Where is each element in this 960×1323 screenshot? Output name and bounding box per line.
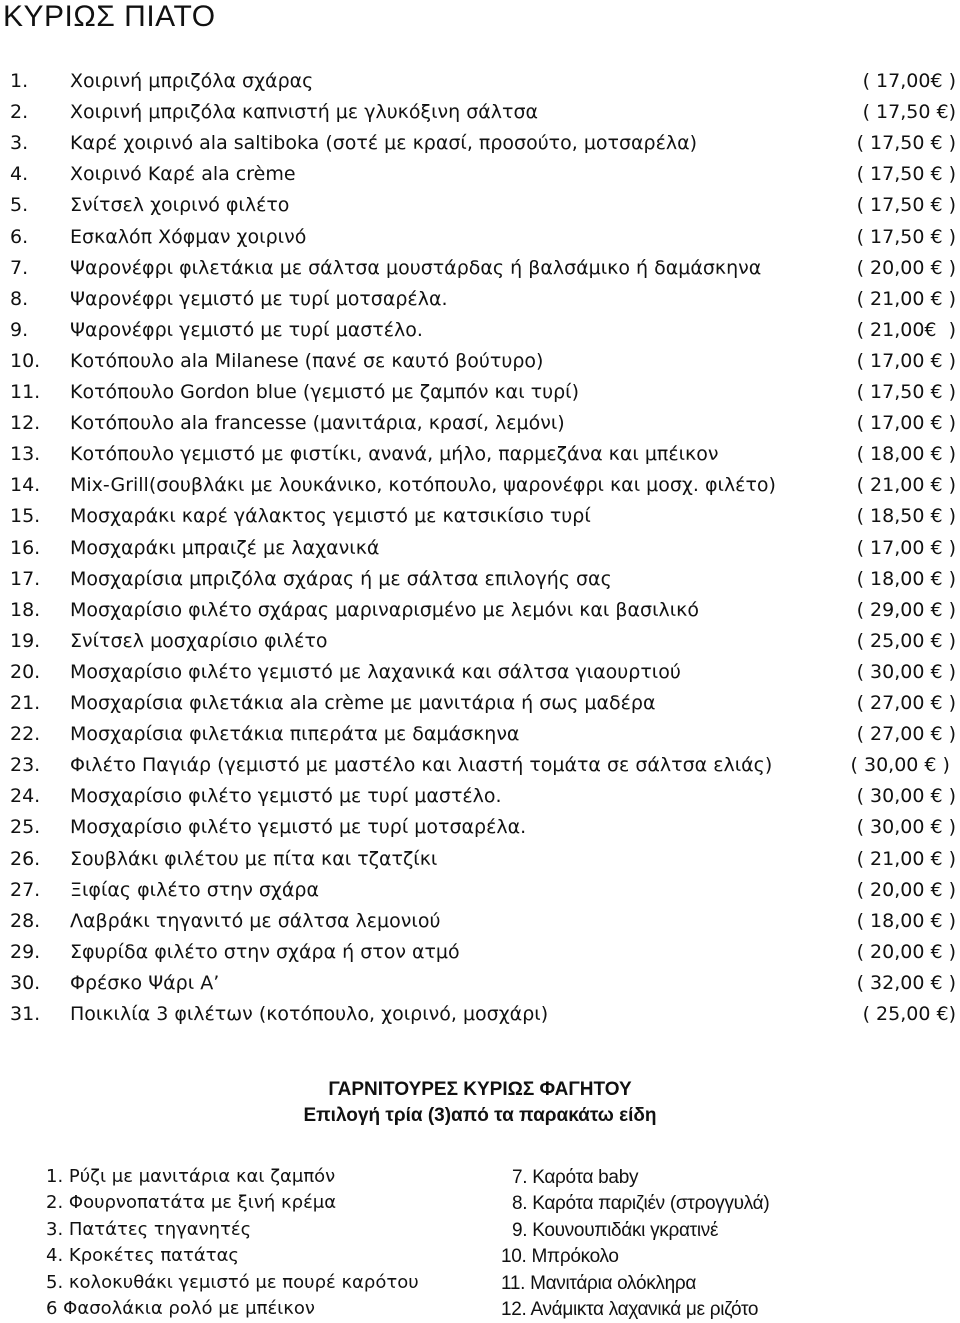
menu-item-dish: Μοσχαρίσια φιλετάκια ala crème με μανιτάρια ή σως μαδέρα <box>70 692 656 714</box>
menu-item <box>0 501 960 532</box>
menu-item-number: 14. <box>10 474 41 496</box>
menu-item <box>0 812 960 843</box>
menu-item-dish: Κοτόπουλο γεμιστό με φιστίκι, ανανά, μήλο, παρμεζάνα και μπέικον <box>70 443 719 465</box>
menu-item-number: 10. <box>10 350 41 372</box>
menu-item-dish: Λαβράκι τηγανιτό με σάλτσα λεμονιού <box>70 910 441 932</box>
menu-item <box>0 626 960 657</box>
menu-item-number: 28. <box>10 910 41 932</box>
menu-item-number: 26. <box>10 848 41 870</box>
menu-item <box>0 470 960 501</box>
garnish-item: 3. Πατάτες τηγανητές <box>46 1219 252 1240</box>
garnish-item: 2. Φουρνοπατάτα με ξινή κρέμα <box>46 1192 337 1213</box>
menu-item <box>0 346 960 377</box>
menu-item-dish: Ψαρονέφρι γεμιστό με τυρί μαστέλο. <box>70 319 423 341</box>
garnish-item: 6 Φασολάκια ρολό με μπέικον <box>46 1298 315 1319</box>
menu-item-number: 25. <box>10 816 41 838</box>
menu-item-dish: Μοσχαράκι μπραιζέ με λαχανικά <box>70 537 380 559</box>
menu-item-dish: Κοτόπουλο ala Milanese (πανέ σε καυτό βούτυρο) <box>70 350 544 372</box>
menu-item-price: ( 21,00 € ) <box>856 848 956 870</box>
menu-item-number: 12. <box>10 412 41 434</box>
menu-item-dish: Χοιρινή μπριζόλα σχάρας <box>70 70 314 92</box>
menu-item-price: ( 17,50 € ) <box>856 381 956 403</box>
menu-item <box>0 439 960 470</box>
menu-item <box>0 844 960 875</box>
menu-item-price: ( 18,50 € ) <box>856 505 956 527</box>
menu-item-price: ( 17,00 € ) <box>856 537 956 559</box>
menu-item-number: 15. <box>10 505 41 527</box>
garnish-heading: ΓΑΡΝΙΤΟΥΡΕΣ ΚΥΡΙΩΣ ΦΑΓΗΤΟΥ <box>328 1079 632 1100</box>
garnish-item: 9. Κουνουπιδάκι γκρατινέ <box>512 1220 719 1241</box>
menu-item-dish: Κοτόπουλο Gordon blue (γεμιστό με ζαμπόν και τυρί) <box>70 381 579 403</box>
garnish-item: 5. κολοκυθάκι γεμιστό με πουρέ καρότου <box>46 1272 419 1293</box>
menu-item-price: ( 25,00 € ) <box>856 630 956 652</box>
menu-item-dish: Χοιρινό Καρέ ala crème <box>70 163 296 185</box>
menu-item <box>0 190 960 221</box>
menu-item-dish: Mix-Grill(σουβλάκι με λουκάνικο, κοτόπουλο, ψαρονέφρι και μοσχ. φιλέτο) <box>70 474 776 496</box>
garnish-item: 11. Μανιτάρια ολόκληρα <box>501 1273 697 1294</box>
menu-item-price: ( 20,00 € ) <box>856 941 956 963</box>
menu-item-number: 31. <box>10 1003 41 1025</box>
menu-item-price: ( 30,00 € ) <box>850 754 956 776</box>
menu-item-dish: Ποικιλία 3 φιλέτων (κοτόπουλο, χοιρινό, μοσχάρι) <box>70 1003 549 1025</box>
menu-item <box>0 937 960 968</box>
menu-item-number: 30. <box>10 972 41 994</box>
menu-item-number: 20. <box>10 661 41 683</box>
menu-item-price: ( 20,00 € ) <box>856 257 956 279</box>
garnish-item: 4. Κροκέτες πατάτας <box>46 1245 239 1266</box>
menu-item-dish: Μοσχαρίσιο φιλέτο γεμιστό με λαχανικά και σάλτσα γιαουρτιού <box>70 661 681 683</box>
garnish-item: 7. Καρότα baby <box>512 1167 639 1188</box>
menu-item-price: ( 21,00 € ) <box>856 288 956 310</box>
menu-item-number: 23. <box>10 754 41 776</box>
menu-item-dish: Εσκαλόπ Χόφμαν χοιρινό <box>70 226 307 248</box>
menu-item-dish: Χοιρινή μπριζόλα καπνιστή με γλυκόξινη σάλτσα <box>70 101 539 123</box>
menu-item <box>0 222 960 253</box>
garnish-item: 8. Καρότα παριζιέν (στρογγυλά) <box>512 1193 770 1214</box>
menu-item-price: ( 27,00 € ) <box>856 692 956 714</box>
menu-item <box>0 657 960 688</box>
menu-item-price: ( 17,50 € ) <box>856 163 956 185</box>
menu-item-number: 1. <box>10 70 29 92</box>
menu-item-number: 22. <box>10 723 41 745</box>
menu-item <box>0 128 960 159</box>
menu-item <box>0 377 960 408</box>
menu-item-price: ( 29,00 € ) <box>856 599 956 621</box>
menu-item <box>0 284 960 315</box>
menu-item-price: ( 25,00 €) <box>862 1003 956 1025</box>
menu-item-dish: Ψαρονέφρι φιλετάκια με σάλτσα μουστάρδας ή βαλσάμικο ή δαμάσκηνα <box>70 257 762 279</box>
menu-item-price: ( 30,00 € ) <box>856 785 956 807</box>
menu-item-dish: Μοσχαρίσιο φιλέτο γεμιστό με τυρί μαστέλο. <box>70 785 502 807</box>
menu-item-number: 9. <box>10 319 29 341</box>
menu-item-dish: Σνίτσελ μοσχαρίσιο φιλέτο <box>70 630 328 652</box>
garnish-subheading: Επιλογή τρία (3)από τα παρακάτω είδη <box>303 1105 657 1126</box>
menu-item-price: ( 17,00 € ) <box>856 412 956 434</box>
menu-item <box>0 906 960 937</box>
menu-item-price: ( 30,00 € ) <box>856 661 956 683</box>
menu-item-dish: Φρέσκο Ψάρι Α’ <box>70 972 220 994</box>
menu-item <box>0 159 960 190</box>
menu-item-dish: Κοτόπουλο ala francesse (μανιτάρια, κρασί, λεμόνι) <box>70 412 565 434</box>
menu-item <box>0 781 960 812</box>
menu-item <box>0 315 960 346</box>
menu-item <box>0 66 960 97</box>
menu-item-number: 17. <box>10 568 41 590</box>
garnish-item: 1. Ρύζι με μανιτάρια και ζαμπόν <box>46 1166 336 1187</box>
menu-item-number: 2. <box>10 101 29 123</box>
menu-item <box>0 97 960 128</box>
menu-item-price: ( 17,50 € ) <box>856 194 956 216</box>
menu-item-number: 3. <box>10 132 29 154</box>
menu-item-number: 27. <box>10 879 41 901</box>
menu-item <box>0 688 960 719</box>
menu-item <box>0 999 960 1030</box>
menu-item-number: 11. <box>10 381 41 403</box>
menu-item <box>0 408 960 439</box>
menu-item-price: ( 20,00 € ) <box>856 879 956 901</box>
menu-item-dish: Ξιφίας φιλέτο στην σχάρα <box>70 879 319 901</box>
menu-item-dish: Σουβλάκι φιλέτου με πίτα και τζατζίκι <box>70 848 438 870</box>
menu-item-price: ( 27,00 € ) <box>856 723 956 745</box>
menu-item-number: 18. <box>10 599 41 621</box>
menu-item <box>0 253 960 284</box>
menu-item <box>0 719 960 750</box>
menu-item-number: 5. <box>10 194 29 216</box>
page-title: ΚΥΡΙΩΣ ΠΙΑΤΟ <box>3 0 216 33</box>
menu-item <box>0 533 960 564</box>
garnish-item: 10. Μπρόκολο <box>501 1246 619 1267</box>
menu-item-price: ( 17,50 €) <box>862 101 956 123</box>
menu-item-number: 7. <box>10 257 29 279</box>
garnish-item: 12. Ανάμικτα λαχανικά με ριζότο <box>501 1299 759 1320</box>
menu-item-dish: Μοσχαρίσια φιλετάκια πιπεράτα με δαμάσκηνα <box>70 723 520 745</box>
menu-item-price: ( 21,00 € ) <box>856 474 956 496</box>
menu-item-dish: Φιλέτο Παγιάρ (γεμιστό με μαστέλο και λιαστή τομάτα σε σάλτσα ελιάς) <box>70 754 773 776</box>
menu-item-number: 6. <box>10 226 29 248</box>
menu-item-price: ( 18,00 € ) <box>856 568 956 590</box>
menu-item-dish: Μοσχαρίσια μπριζόλα σχάρας ή με σάλτσα επιλογής σας <box>70 568 612 590</box>
menu-item <box>0 968 960 999</box>
menu-item-dish: Ψαρονέφρι γεμιστό με τυρί μοτσαρέλα. <box>70 288 448 310</box>
menu-item-dish: Καρέ χοιρινό ala saltiboka (σοτέ με κρασί, προσούτο, μοτσαρέλα) <box>70 132 698 154</box>
menu-item-price: ( 21,00€ ) <box>856 319 956 341</box>
menu-item-dish: Μοσχαρίσιο φιλέτο σχάρας μαριναρισμένο με λεμόνι και βασιλικό <box>70 599 700 621</box>
menu-item-price: ( 30,00 € ) <box>856 816 956 838</box>
menu-item-number: 19. <box>10 630 41 652</box>
menu-item-number: 21. <box>10 692 41 714</box>
menu-item <box>0 750 960 781</box>
menu-item-number: 4. <box>10 163 29 185</box>
menu-item-price: ( 18,00 € ) <box>856 910 956 932</box>
menu-item-dish: Μοσχαράκι καρέ γάλακτος γεμιστό με κατσικίσιο τυρί <box>70 505 591 527</box>
menu-item-dish: Σφυρίδα φιλέτο στην σχάρα ή στον ατμό <box>70 941 460 963</box>
menu-item-price: ( 17,00€ ) <box>862 70 956 92</box>
menu-item <box>0 875 960 906</box>
menu-item-price: ( 17,50 € ) <box>856 132 956 154</box>
menu-item-number: 16. <box>10 537 41 559</box>
menu-item-price: ( 18,00 € ) <box>856 443 956 465</box>
menu-item-price: ( 17,50 € ) <box>856 226 956 248</box>
menu-item-number: 8. <box>10 288 29 310</box>
menu-item-number: 29. <box>10 941 41 963</box>
menu-item-dish: Σνίτσελ χοιρινό φιλέτο <box>70 194 290 216</box>
menu-item-price: ( 17,00 € ) <box>856 350 956 372</box>
menu-item-price: ( 32,00 € ) <box>856 972 956 994</box>
menu-item <box>0 564 960 595</box>
menu-item-dish: Μοσχαρίσιο φιλέτο γεμιστό με τυρί μοτσαρέλα. <box>70 816 527 838</box>
menu-item <box>0 595 960 626</box>
menu-item-number: 13. <box>10 443 41 465</box>
menu-item-number: 24. <box>10 785 41 807</box>
